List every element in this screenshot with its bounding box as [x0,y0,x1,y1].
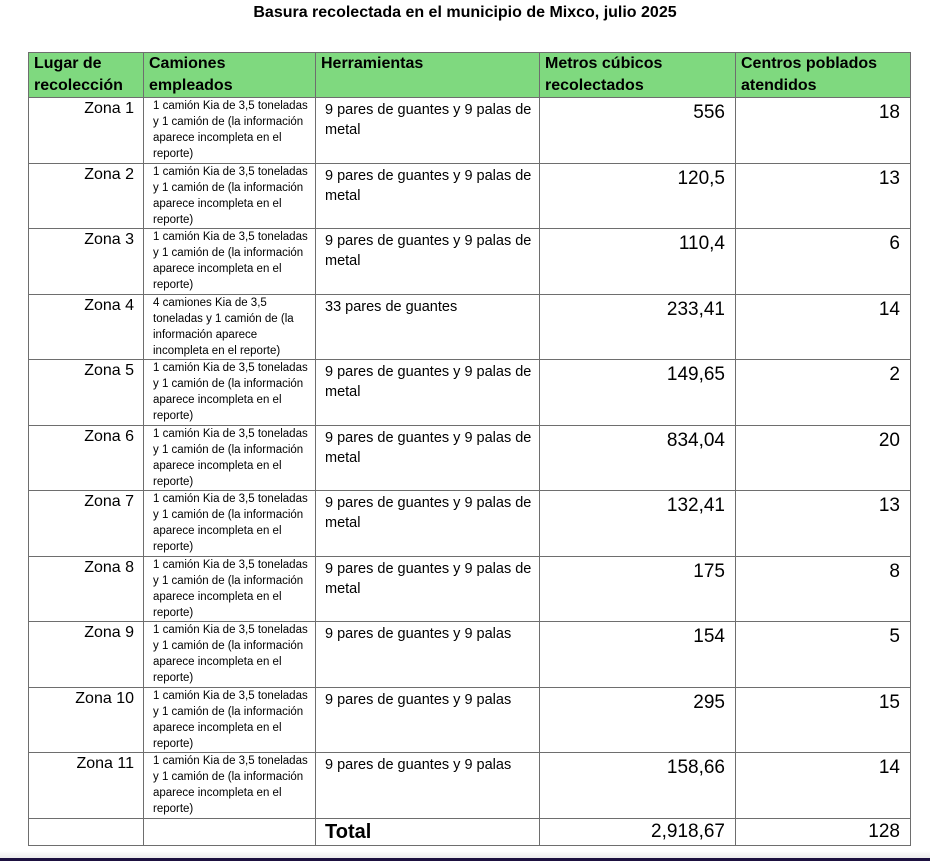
tools-cell: 9 pares de guantes y 9 palas de metal [316,98,540,164]
centers-cell: 18 [736,98,911,164]
tools-cell: 9 pares de guantes y 9 palas de metal [316,163,540,229]
zone-cell: Zona 8 [29,556,144,622]
zone-cell: Zona 3 [29,229,144,295]
garbage-collection-table [28,52,911,846]
trucks-cell: 1 camión Kia de 3,5 toneladas y 1 camión de (la información aparece incompleta en el reporte) [144,491,316,557]
tools-cell: 9 pares de guantes y 9 palas de metal [316,425,540,491]
tools-cell: 9 pares de guantes y 9 palas de metal [316,229,540,295]
trucks-cell: 1 camión Kia de 3,5 toneladas y 1 camión de (la información aparece incompleta en el reporte) [144,360,316,426]
page-bottom-shadow [0,851,930,858]
zone-cell: Zona 4 [29,294,144,360]
trucks-cell: 1 camión Kia de 3,5 toneladas y 1 camión de (la información aparece incompleta en el reporte) [144,687,316,753]
zone-cell: Zona 10 [29,687,144,753]
table-row [29,294,911,360]
table-row [29,163,911,229]
cubic-meters-cell: 233,41 [540,294,736,360]
trucks-cell: 1 camión Kia de 3,5 toneladas y 1 camión de (la información aparece incompleta en el reporte) [144,163,316,229]
zone-cell: Zona 6 [29,425,144,491]
centers-cell: 15 [736,687,911,753]
zone-cell: Zona 1 [29,98,144,164]
cubic-meters-cell: 158,66 [540,753,736,819]
table-row [29,98,911,164]
tools-cell: 9 pares de guantes y 9 palas [316,622,540,688]
table-row [29,491,911,557]
header-tools: Herramientas [316,53,540,98]
tools-cell: 33 pares de guantes [316,294,540,360]
tools-cell: 9 pares de guantes y 9 palas de metal [316,360,540,426]
cubic-meters-cell: 834,04 [540,425,736,491]
table-row [29,556,911,622]
centers-cell: 13 [736,491,911,557]
total-empty-cell [29,818,144,845]
trucks-cell: 1 camión Kia de 3,5 toneladas y 1 camión de (la información aparece incompleta en el reporte) [144,753,316,819]
centers-cell: 20 [736,425,911,491]
header-location: Lugar de recolección [29,53,144,98]
centers-cell: 14 [736,753,911,819]
centers-cell: 8 [736,556,911,622]
tools-cell: 9 pares de guantes y 9 palas de metal [316,491,540,557]
cubic-meters-cell: 556 [540,98,736,164]
total-label: Total [316,818,540,845]
tools-cell: 9 pares de guantes y 9 palas [316,687,540,753]
table-row [29,229,911,295]
header-cubic-meters: Metros cúbicos recolectados [540,53,736,98]
total-row [29,818,911,845]
zone-cell: Zona 9 [29,622,144,688]
centers-cell: 13 [736,163,911,229]
cubic-meters-cell: 175 [540,556,736,622]
cubic-meters-cell: 110,4 [540,229,736,295]
trucks-cell: 1 camión Kia de 3,5 toneladas y 1 camión de (la información aparece incompleta en el reporte) [144,425,316,491]
trucks-cell: 1 camión Kia de 3,5 toneladas y 1 camión de (la información aparece incompleta en el reporte) [144,556,316,622]
total-empty-cell [144,818,316,845]
table-row [29,622,911,688]
zone-cell: Zona 7 [29,491,144,557]
trucks-cell: 1 camión Kia de 3,5 toneladas y 1 camión de (la información aparece incompleta en el reporte) [144,622,316,688]
header-trucks: Camiones empleados [144,53,316,98]
table-row [29,425,911,491]
header-centers: Centros poblados atendidos [736,53,911,98]
cubic-meters-cell: 154 [540,622,736,688]
cubic-meters-cell: 149,65 [540,360,736,426]
centers-cell: 2 [736,360,911,426]
table-row [29,360,911,426]
trucks-cell: 1 camión Kia de 3,5 toneladas y 1 camión de (la información aparece incompleta en el reporte) [144,229,316,295]
document-title: Basura recolectada en el municipio de Mixco, julio 2025 [253,4,677,21]
trucks-cell: 4 camiones Kia de 3,5 toneladas y 1 camión de (la información aparece incompleta en el reporte) [144,294,316,360]
centers-cell: 6 [736,229,911,295]
tools-cell: 9 pares de guantes y 9 palas de metal [316,556,540,622]
table-row [29,687,911,753]
table-row [29,753,911,819]
total-centers: 128 [736,818,911,845]
trucks-cell: 1 camión Kia de 3,5 toneladas y 1 camión de (la información aparece incompleta en el reporte) [144,98,316,164]
cubic-meters-cell: 120,5 [540,163,736,229]
cubic-meters-cell: 132,41 [540,491,736,557]
zone-cell: Zona 5 [29,360,144,426]
tools-cell: 9 pares de guantes y 9 palas [316,753,540,819]
cubic-meters-cell: 295 [540,687,736,753]
zone-cell: Zona 2 [29,163,144,229]
centers-cell: 14 [736,294,911,360]
zone-cell: Zona 11 [29,753,144,819]
total-cubic-meters: 2,918,67 [540,818,736,845]
centers-cell: 5 [736,622,911,688]
table-header-row [29,53,911,98]
